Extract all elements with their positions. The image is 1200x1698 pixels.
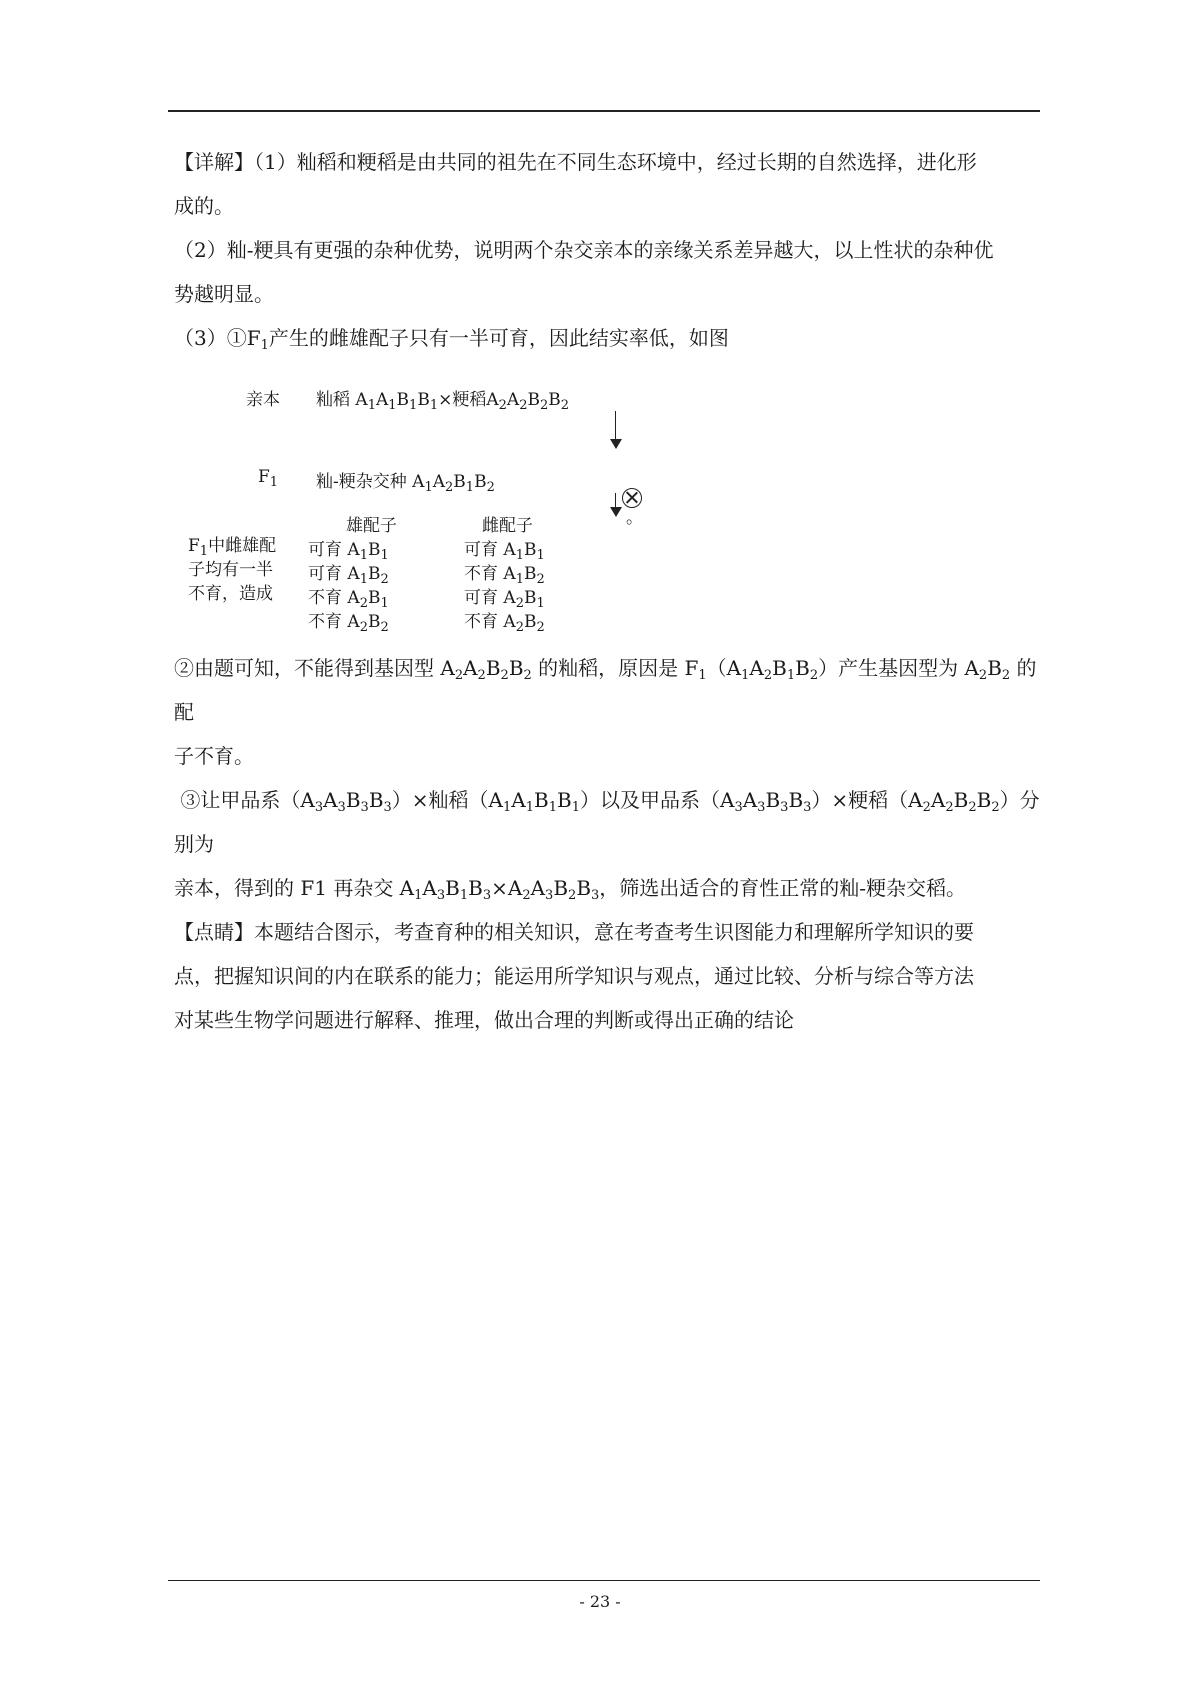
detail-section <box>174 140 1040 360</box>
detail-paragraph-2: （2）籼-粳具有更强的杂种优势，说明两个杂交亲本的亲缘关系差异越大，以上性状的杂种优 <box>174 238 994 262</box>
male-gamete-header: 雄配子 <box>346 516 397 536</box>
note-line-1: $F_1$中雌雄配 <box>188 536 277 559</box>
parent-cross: 籼稻 $A_1A_1B_1B_1\times$粳稻$A_2A_2B_2B_2$ <box>316 390 570 413</box>
note-line-3: 不育，造成 <box>188 584 273 604</box>
detail-label: 【详解】 <box>174 150 254 174</box>
note-line-2: 子均有一半 <box>188 560 273 580</box>
comment-label: 【点睛】 <box>174 920 254 944</box>
detail-paragraph-3: $(3)①F_1$产生的雌雄配子只有一半可育，因此结实率低，如图 <box>174 326 729 353</box>
parent-label: 亲本 <box>246 390 280 410</box>
female-row-2: 不育 $A_1B_2$ <box>464 564 545 587</box>
female-row-3: 可育 $A_2B_1$ <box>464 588 545 611</box>
analysis-paragraph-3: ③让甲品系$(A_3A_3B_3B_3)\times$籼稻$(A_1A_1B_1B_1)$以及甲品系$(A_3A_3B_3B_3)\times$粳稻$(A_2A_2B_2B_2)$分别为 <box>174 788 1040 856</box>
analysis-paragraph-3-cont: 亲本，得到的 F1 再杂交 $A_1A_3B_1B_3\times A_2A_3B_2B_3$，筛选出适合的育性正常的籼-粳杂交稻。 <box>174 876 967 903</box>
cross-diagram <box>186 385 643 635</box>
female-gamete-header: 雌配子 <box>482 516 533 536</box>
comment-line-3: 对某些生物学问题进行解释、推理，做出合理的判断或得出正确的结论 <box>174 1008 794 1032</box>
detail-paragraph-1: 【详解】（1）籼稻和粳稻是由共同的祖先在不同生态环境中，经过长期的自然选择，进化形 <box>174 150 977 174</box>
arrow-down-icon <box>610 439 622 449</box>
page-number: - 23 - <box>579 1592 621 1611</box>
f1-cross: 籼-粳杂交种 $A_1A_2B_1B_2$ <box>316 472 495 495</box>
analysis-paragraph-2: ②由题可知，不能得到基因型 $A_2A_2B_2B_2$ 的籼稻，原因是 $F_1(A_1A_2B_1B_2)$产生基因型为 $A_2B_2$ 的配 <box>174 656 1037 724</box>
comment-line-2: 点，把握知识间的内在联系的能力；能运用所学知识与观点，通过比较、分析与综合等方法 <box>174 964 974 988</box>
male-row-1: 可育 $A_1B_1$ <box>308 540 389 563</box>
male-row-4: 不育 $A_2B_2$ <box>308 612 389 635</box>
female-row-1: 可育 $A_1B_1$ <box>464 540 545 563</box>
analysis-section <box>174 646 1040 1042</box>
detail-paragraph-2-cont: 势越明显。 <box>174 282 274 306</box>
header-rule <box>168 110 1040 112</box>
footer-rule <box>168 1580 1040 1581</box>
male-row-2: 可育 $A_1B_2$ <box>308 564 389 587</box>
f1-label: $F_1$ <box>258 467 279 490</box>
analysis-paragraph-2-cont: 子不育。 <box>174 744 254 768</box>
male-row-3: 不育 $A_2B_1$ <box>308 588 389 611</box>
arrow-line-1 <box>615 411 616 441</box>
detail-paragraph-1-cont: 成的。 <box>174 194 234 218</box>
female-row-4: 不育 $A_2B_2$ <box>464 612 545 635</box>
comment-paragraph: 【点睛】本题结合图示，考查育种的相关知识，意在考查考生识图能力和理解所学知识的要 <box>174 920 974 944</box>
trailing-period: 。 <box>626 508 643 528</box>
arrow-down-icon <box>610 507 622 517</box>
